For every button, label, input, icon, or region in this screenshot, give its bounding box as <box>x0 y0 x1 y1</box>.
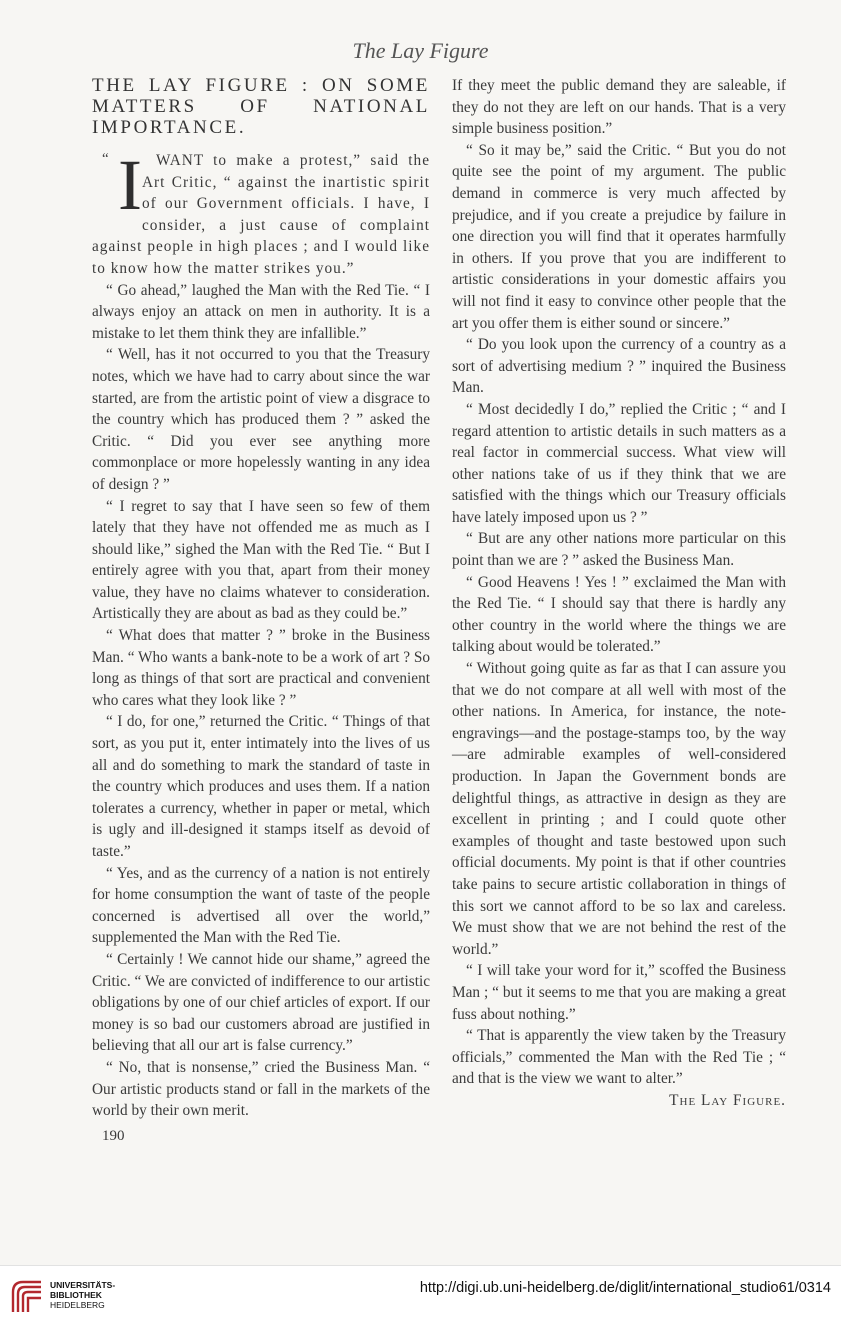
paragraph: “ Without going quite as far as that I can assure you that we do not compare at all well with most of the other nations. In America, for instance, the note-engravings—and the postage-stamps too, by the way—are admirable examples of well-considered production. In Japan the Government bonds are delightful things, as attractive in design as they are excellent in printing ; and I could quote other examples of thought and taste bestowed upon such official documents. My point is that if other countries take pains to secure artistic collaboration in things of this sort we cannot afford to be so lax and careless. We must show that we are not behind the rest of the world.” <box>452 660 786 958</box>
opening-paragraph-text: WANT to make a protest,” said the Art Critic, “ against the inartistic spirit of our Government officials. I have, I consider, a just cause of complaint against people in high places ; and I would like to know how the matter strikes you.” <box>92 152 430 277</box>
paragraph: “ So it may be,” said the Critic. “ But you do not quite see the point of my argument. The public demand in commerce is very much affected by prejudice, and if you create a prejudice by failure in one direction you will find that it operates harmfully in others. If you prove that you are indifferent to artistic considerations in your domestic affairs you will not find it easy to convince other people that the art you offer them is either sound or sincere.” <box>452 141 786 332</box>
running-head: The Lay Figure <box>352 38 489 63</box>
page-number: 190 <box>102 1127 125 1144</box>
viewer-footer <box>0 1265 841 1326</box>
right-column <box>452 75 786 1112</box>
paragraph: “ What does that matter ? ” broke in the Business Man. “ Who wants a bank-note to be a work of art ? So long as things of that sort are practical and convenient who cares what they look like ? ” <box>92 627 430 709</box>
drop-cap-block <box>92 145 142 225</box>
opening-quote: “ <box>102 151 109 167</box>
paragraph: “ Do you look upon the currency of a country as a sort of advertising medium ? ” inquired the Business Man. <box>452 336 786 397</box>
source-url-link[interactable]: http://digi.ub.uni-heidelberg.de/diglit/international_studio61/0314 <box>419 1280 831 1296</box>
left-column <box>92 75 430 1147</box>
paragraph: “ Most decidedly I do,” replied the Critic ; “ and I regard attention to artistic details in such matters as a real factor in commercial success. What view will other nations take of us if they think that we are satisfied with the things which our Treasury officials have lately imposed upon us ? ” <box>452 400 786 526</box>
paragraph: “ I will take your word for it,” scoffed the Business Man ; “ but it seems to me that you are making a great fuss about nothing.” <box>452 962 786 1023</box>
article-title: THE LAY FIGURE : ON SOME MATTERS OF NATIONAL IMPORTANCE. <box>92 75 430 138</box>
drop-cap: I <box>118 145 142 225</box>
final-paragraph-text: “ That is apparently the view taken by the Treasury officials,” commented the Man with the Red Tie ; “ and that is the view we want to alter.” <box>452 1027 786 1088</box>
continued-paragraph: If they meet the public demand they are saleable, if they do not they are left on our hands. That is a very simple business position.” <box>452 77 786 138</box>
opening-paragraph <box>92 145 430 280</box>
paragraph: “ Yes, and as the currency of a nation is not entirely for home consumption the want of taste of the people concerned is advertised all over the world,” supplemented the Man with the Red Tie. <box>92 864 430 947</box>
paragraph: “ But are any other nations more particular on this point than we are ? ” asked the Business Man. <box>452 530 786 570</box>
paragraph: “ I do, for one,” returned the Critic. “ Things of that sort, as you put it, enter intimately into the lives of us all and do something to mark the standard of taste in the country which produces and uses them. If a nation tolerates a currency, whether in paper or metal, which is ugly and ill-designed it stamps itself as devoid of taste.” <box>92 713 430 860</box>
library-name-line: UNIVERSITÄTS- <box>50 1280 116 1290</box>
signature: The Lay Figure. <box>669 1091 786 1109</box>
paragraph: “ Go ahead,” laughed the Man with the Red Tie. “ I always enjoy an attack on men in authority. It is a mistake to let them think they are infallible.” <box>92 281 430 342</box>
library-name-line: BIBLIOTHEK <box>50 1290 102 1300</box>
paragraph: “ No, that is nonsense,” cried the Business Man. “ Our artistic products stand or fall in the markets of the world by their own merit. <box>92 1058 430 1120</box>
final-paragraph <box>452 1025 786 1109</box>
paragraph: “ Well, has it not occurred to you that the Treasury notes, which we have had to carry about since the war started, are from the artistic point of view a disgrace to the country which has produced them ? ” asked the Critic. “ Did you ever see anything more commonplace or more hopelessly wanting in any idea of design ? ” <box>92 346 430 493</box>
paragraph: “ Certainly ! We cannot hide our shame,” agreed the Critic. “ We are convicted of indifference to our artistic obligations by one of our chief articles of export. If our money is so bad our customers abroad are justified in believing that all our art is false currency.” <box>92 950 430 1055</box>
library-logo-icon <box>8 1276 46 1316</box>
library-name-line: HEIDELBERG <box>50 1300 105 1310</box>
paragraph: “ I regret to say that I have seen so few of them lately that they have not offended me as much as I should like,” sighed the Man with the Red Tie. “ But I entirely agree with you that, apart from their money value, they have no claims whatever to consideration. Artistically they are about as bad as they could be.” <box>92 497 430 623</box>
library-name <box>50 1280 115 1310</box>
paragraph: “ Good Heavens ! Yes ! ” exclaimed the Man with the Red Tie. “ I should say that there is hardly any other country in the world where the things we are talking about would be tolerated.” <box>452 573 786 656</box>
